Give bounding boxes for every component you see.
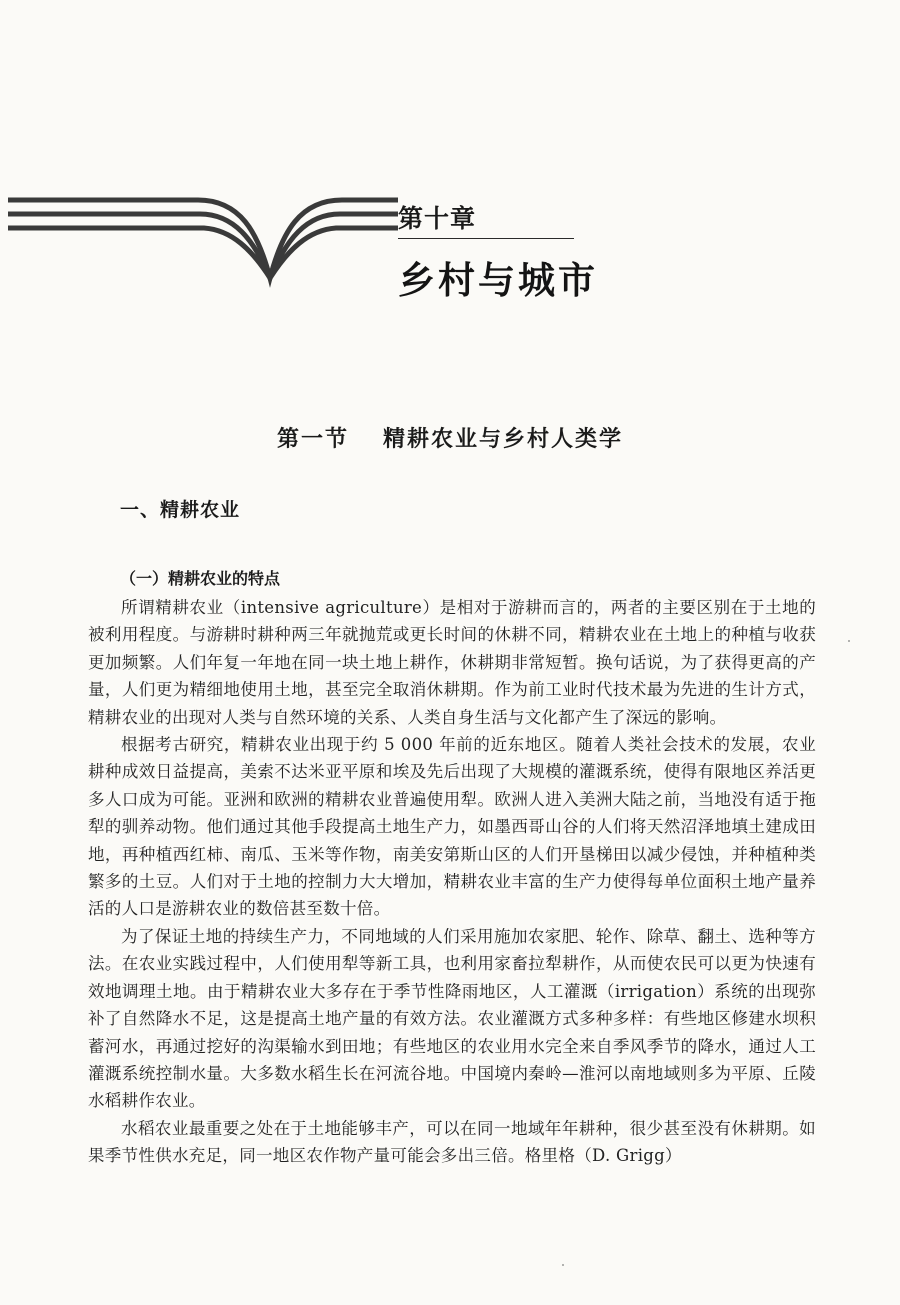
paragraph: 所谓精耕农业（intensive agriculture）是相对于游耕而言的，两者的主要区别在于土地的被利用程度。与游耕时耕种两三年就抛荒或更长时间的休耕不同，精耕农业在土地上的种植与收获更加频繁。人们年复一年地在同一块土地上耕作，休耕期非常短暂。换句话说，为了获得更高的产量，人们更为精细地使用土地，甚至完全取消休耕期。作为前工业时代技术最为先进的生计方式，精耕农业的出现对人类与自然环境的关系、人类自身生活与文化都产生了深远的影响。: [88, 598, 816, 727]
section-title: 精耕农业与乡村人类学: [383, 427, 624, 452]
chapter-ornament: [8, 192, 408, 288]
section-heading: [0, 422, 900, 453]
paper-speck: [848, 640, 850, 642]
paragraph: 根据考古研究，精耕农业出现于约 5 000 年前的近东地区。随着人类社会技术的发展，农业耕种成效日益提高，美索不达米亚平原和埃及先后出现了大规模的灌溉系统，使得有限地区养活更多人口成为可能。亚洲和欧洲的精耕农业普遍使用犁。欧洲人进入美洲大陆之前，当地没有适于拖犁的驯养动物。他们通过其他手段提高土地生产力，如墨西哥山谷的人们将天然沼泽地填土建成田地，再种植西红柿、南瓜、玉米等作物，南美安第斯山区的人们开垦梯田以减少侵蚀，并种植种类繁多的土豆。人们对于土地的控制力大大增加，精耕农业丰富的生产力使得每单位面积土地产量养活的人口是游耕农业的数倍甚至数十倍。: [88, 735, 816, 919]
sub-subsection-heading: （一）精耕农业的特点: [120, 569, 281, 588]
paragraph: 为了保证土地的持续生产力，不同地域的人们采用施加农家肥、轮作、除草、翻土、选种等方法。在农业实践过程中，人们使用犁等新工具，也利用家畜拉犁耕作，从而使农民可以更为快速有效地调理土地。由于精耕农业大多存在于季节性降雨地区，人工灌溉（irrigation）系统的出现弥补了自然降水不足，这是提高土地产量的有效方法。农业灌溉方式多种多样：有些地区修建水坝积蓄河水，再通过挖好的沟渠输水到田地；有些地区的农业用水完全来自季风季节的降水，通过人工灌溉系统控制水量。大多数水稻生长在河流谷地。中国境内秦岭—淮河以南地域则多为平原、丘陵水稻耕作农业。: [88, 926, 816, 1111]
chapter-divider: [398, 238, 574, 239]
chapter-number: 第十章: [398, 204, 477, 233]
subsection-heading: 一、精耕农业: [120, 499, 241, 521]
paper-speck: [562, 1264, 564, 1266]
chapter-title: 乡村与城市: [398, 259, 598, 302]
section-number: 第一节: [276, 427, 349, 452]
paragraph: 水稻农业最重要之处在于土地能够丰产，可以在同一地域年年耕种，很少甚至没有休耕期。如果季节性供水充足，同一地区农作物产量可能会多出三倍。格里格（D. Grigg）: [88, 1118, 816, 1166]
body-text: [88, 594, 816, 1170]
